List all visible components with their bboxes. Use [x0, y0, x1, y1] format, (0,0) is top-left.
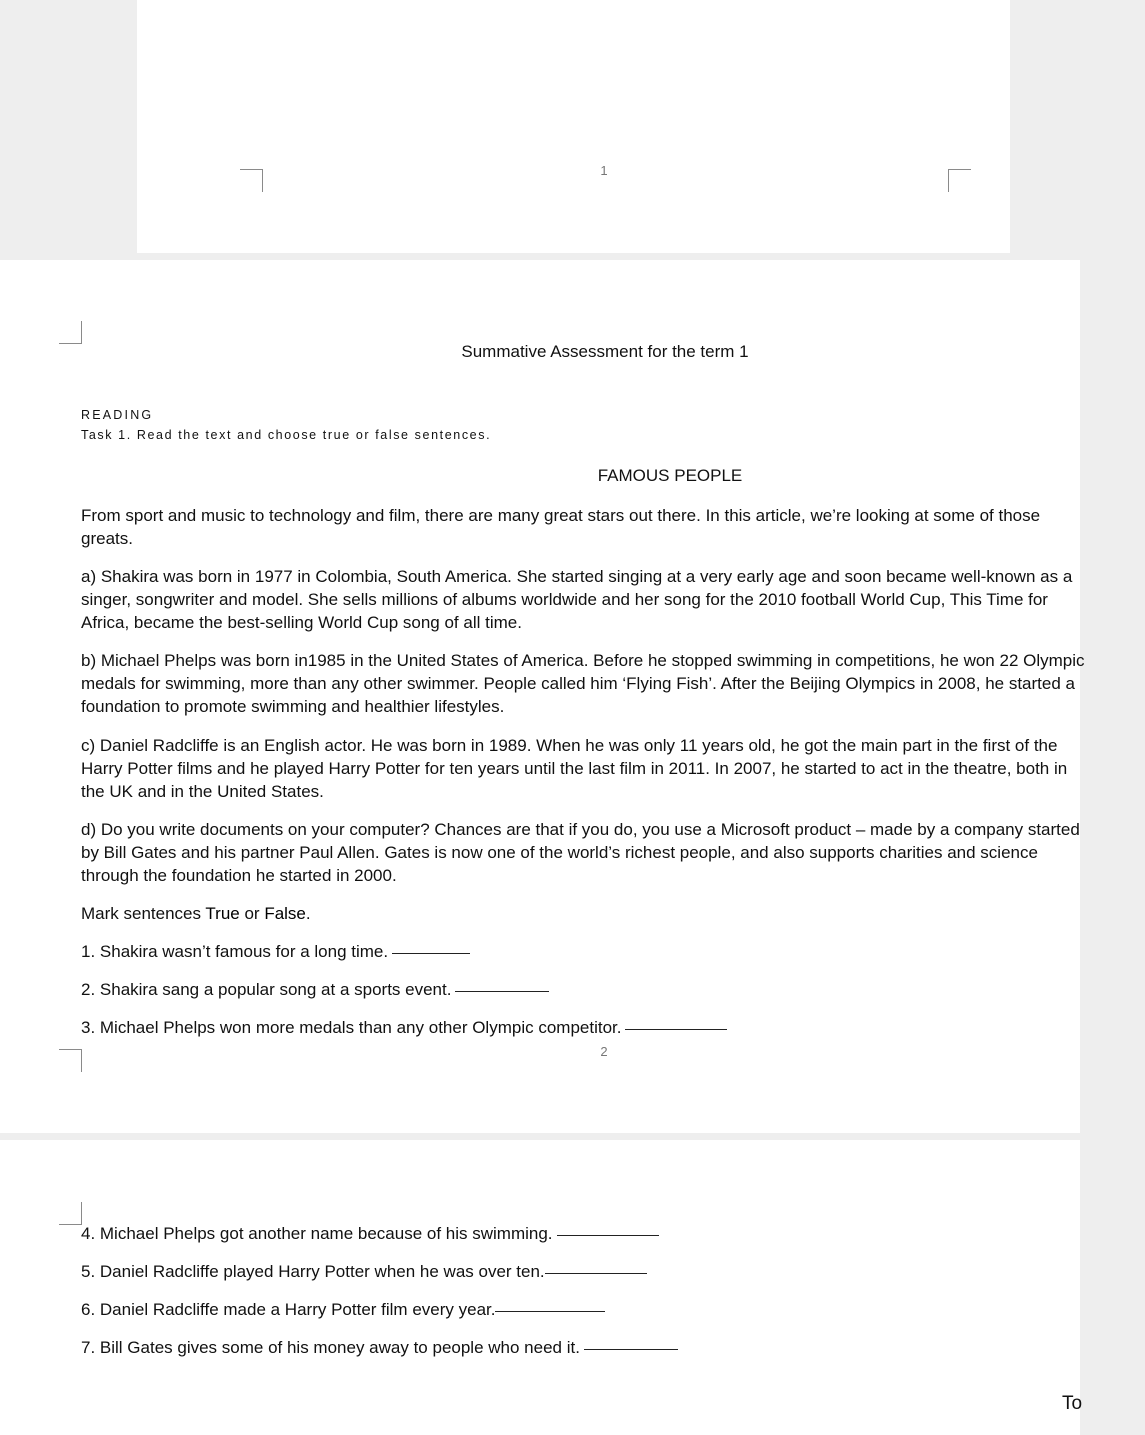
paragraph-line: Africa, became the best-selling World Cup song of all time. [81, 613, 522, 632]
question-text: 2. Shakira sang a popular song at a sports event. [81, 980, 452, 999]
instruction-suffix: . [305, 904, 311, 923]
answer-blank[interactable] [455, 990, 549, 992]
paragraph-line: a) Shakira was born in 1977 in Colombia, South America. She started singing at a very early age and soon became well-known as a [81, 567, 1073, 586]
paragraph-line: through the foundation he started in 2000. [81, 866, 397, 885]
document-page-1 [137, 0, 1010, 253]
answer-blank[interactable] [392, 952, 470, 954]
answer-blank[interactable] [557, 1234, 659, 1236]
document-title: Summative Assessment for the term 1 [461, 342, 749, 361]
margin-corner-mark [240, 169, 263, 192]
question-item [81, 1298, 605, 1321]
question-item [81, 1260, 647, 1283]
task-instruction: Task 1. Read the text and choose true or false sentences. [81, 428, 492, 442]
question-item [81, 978, 549, 1001]
paragraph-line: greats. [81, 529, 133, 548]
margin-corner-mark [59, 1202, 82, 1225]
section-label: READING [81, 408, 154, 422]
question-text: 7. Bill Gates gives some of his money away to people who need it. [81, 1338, 580, 1357]
question-item [81, 1336, 678, 1359]
instruction-or: or [239, 904, 265, 923]
answer-blank[interactable] [495, 1310, 605, 1312]
question-item [81, 940, 470, 963]
question-text: 5. Daniel Radcliffe played Harry Potter when he was over ten. [81, 1262, 545, 1281]
cutoff-text: To [1062, 1393, 1083, 1414]
margin-corner-mark [948, 169, 971, 192]
question-text: 3. Michael Phelps won more medals than any other Olympic competitor. [81, 1018, 622, 1037]
page-number: 2 [600, 1044, 608, 1059]
paragraph-line: by Bill Gates and his partner Paul Allen. Gates is now one of the world’s richest people, and also supports charities and science [81, 843, 1038, 862]
margin-corner-mark [59, 1049, 82, 1072]
page-number: 1 [600, 163, 608, 178]
question-item [81, 1016, 727, 1039]
answer-blank[interactable] [584, 1348, 678, 1350]
paragraph-line: foundation to promote swimming and healthier lifestyles. [81, 697, 505, 716]
document-page-3 [0, 1140, 1083, 1435]
true-word: True [205, 904, 240, 923]
paragraph-line: Harry Potter films and he played Harry Potter for ten years until the last film in 2011. In 2007, he started to act in the theatre, both in [81, 759, 1068, 778]
answer-blank[interactable] [545, 1272, 647, 1274]
paragraph-line: singer, songwriter and model. She sells millions of albums worldwide and her song for the 2010 football World Cup, This Time for [81, 590, 1048, 609]
paragraph-line: medals for swimming, more than any other swimmer. People called him ‘Flying Fish’. After the Beijing Olympics in 2008, he started a [81, 674, 1075, 693]
instruction-prefix: Mark sentences [81, 904, 206, 923]
article-body [0, 504, 1085, 1124]
paragraph-line: c) Daniel Radcliffe is an English actor. He was born in 1989. When he was only 11 years old, he got the main part in the first of the [81, 736, 1058, 755]
document-page-2 [0, 260, 1085, 1133]
paragraph-line: b) Michael Phelps was born in1985 in the United States of America. Before he stopped swimming in competitions, he won 22 Olympic [81, 651, 1085, 670]
margin-corner-mark [59, 321, 82, 344]
paragraph-line: From sport and music to technology and film, there are many great stars out there. In this article, we’re looking at some of those [81, 506, 1041, 525]
article-heading: FAMOUS PEOPLE [597, 466, 743, 485]
question-text: 6. Daniel Radcliffe made a Harry Potter film every year. [81, 1300, 496, 1319]
paragraph-line: the UK and in the United States. [81, 782, 324, 801]
answer-blank[interactable] [625, 1028, 727, 1030]
paragraph-line: d) Do you write documents on your computer? Chances are that if you do, you use a Microsoft product – made by a company started [81, 820, 1080, 839]
question-item [81, 1222, 659, 1245]
true-false-instruction [81, 902, 311, 925]
false-word: False [264, 904, 306, 923]
question-text: 1. Shakira wasn’t famous for a long time. [81, 942, 389, 961]
question-text: 4. Michael Phelps got another name because of his swimming. [81, 1224, 553, 1243]
